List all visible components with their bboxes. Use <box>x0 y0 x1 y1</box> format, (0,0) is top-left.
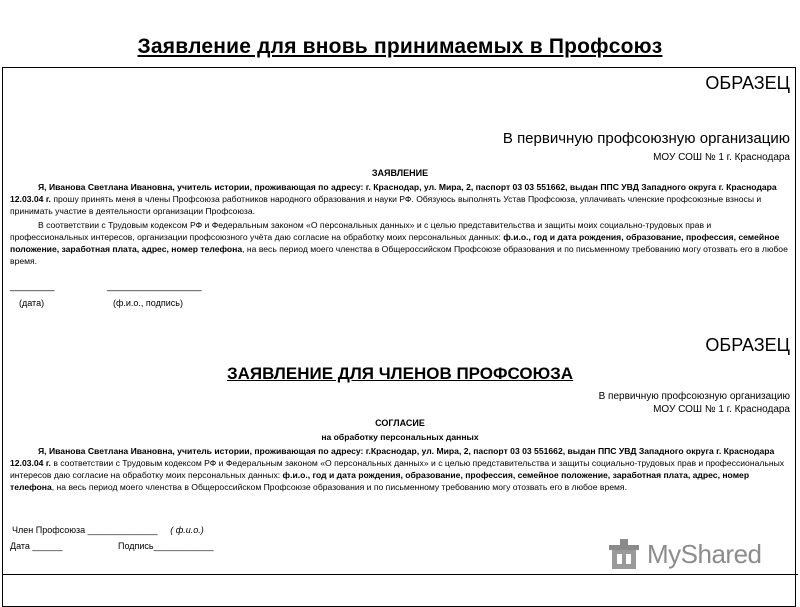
form2-title: ЗАЯВЛЕНИЕ ДЛЯ ЧЛЕНОВ ПРОФСОЮЗА <box>226 364 574 383</box>
page-title: Заявление для вновь принимаемых в Профсоюз <box>137 35 663 58</box>
applicant-details: Я, Иванова Светлана Ивановна, учитель истории, проживающая по адресу: г. Краснодар, ул. Мира, 2, паспорт 03 03 551662, выдан ППС УВД Западного округа г. Краснодара 12.03.04 г. <box>10 182 777 204</box>
form2-subheading: на обработку персональных данных <box>321 432 479 442</box>
date-caption: (дата) <box>19 298 45 308</box>
myshared-logo-text: MyShared <box>647 538 762 569</box>
form2-applicant-details: Я, Иванова Светлана Ивановна, учитель истории, проживающая по адресу: г.Краснодар, ул. Мира, 2, паспорт 03 03 551662, выдан ППС УВД Западного округа г. Краснодара 12.03.04 г. <box>10 446 775 468</box>
form2-date-line: Дата ______ <box>10 541 63 551</box>
consent-text-1: В соответствии с Трудовым кодексом РФ и Федеральным законом «О персональных данных» и с целью представительства и защиты моих социально-трудовых прав и профессиональных интересов, организации профсоюзного учёта даю согласие на обработку моих персональных данных: <box>10 220 712 242</box>
form1-paragraph-2 <box>10 219 790 267</box>
myshared-logo <box>607 536 762 572</box>
signature-blank: _________________ <box>107 281 202 292</box>
sample-label-1: ОБРАЗЕЦ <box>705 73 790 93</box>
bottom-divider <box>2 574 798 575</box>
myshared-logo-icon <box>607 536 643 572</box>
form1-heading: ЗАЯВЛЕНИЕ <box>371 168 429 178</box>
form2-consent-text-1: в соответствии с Трудовым кодексом РФ и Федеральным законом «О персональных данных» и с целью представительства и защиты социально-трудовых прав и профессиональных интересов даю согласие на обработку моих персональных данных: <box>10 458 785 480</box>
member-hint: ( ф.и.о.) <box>170 525 204 535</box>
signature-caption: (ф.и.о., подпись) <box>113 298 183 308</box>
member-signature-line <box>12 525 204 535</box>
org-line-1: В первичную профсоюзную организацию <box>502 130 790 147</box>
form2-org-line-2: МОУ СОШ № 1 г. Краснодара <box>653 404 790 415</box>
consent-text-2: , на весь период моего членства в Общероссийском Профсоюзе образования и по письменному требованию могу отозвать его в любое время. <box>10 244 788 266</box>
form2-paragraph <box>10 445 790 493</box>
personal-data-list: ф.и.о., год и дата рождения, образование, профессия, семейное положение, заработная плата, адрес, номер телефона <box>10 232 780 254</box>
form2-org-line-1: В первичную профсоюзную организацию <box>598 391 790 402</box>
sample-label-2: ОБРАЗЕЦ <box>705 335 790 355</box>
member-label: Член Профсоюза ______________ <box>12 525 158 535</box>
form1-paragraph-1 <box>10 181 790 217</box>
date-blank: ________ <box>10 281 55 292</box>
form2-heading: СОГЛАСИЕ <box>375 418 425 428</box>
form2-personal-data-list: ф.и.о., год и дата рождения, образование, профессия, семейное положение, заработная плата, адрес, номер телефона <box>10 470 750 492</box>
form2-signature-line: Подпись____________ <box>118 541 214 551</box>
org-line-2: МОУ СОШ № 1 г. Краснодара <box>653 152 790 163</box>
form2-consent-text-2: , на весь период моего членства в Общероссийском Профсоюзе образования и по письменному требованию могу отозвать его в любое время. <box>51 482 627 492</box>
application-text: прошу принять меня в члены Профсоюза работников народного образования и науки РФ. Обязуюсь выполнять Устав Профсоюза, уплачивать членские профсоюзные взносы и принимать участие в деятельности организации Профсоюза. <box>10 194 762 216</box>
